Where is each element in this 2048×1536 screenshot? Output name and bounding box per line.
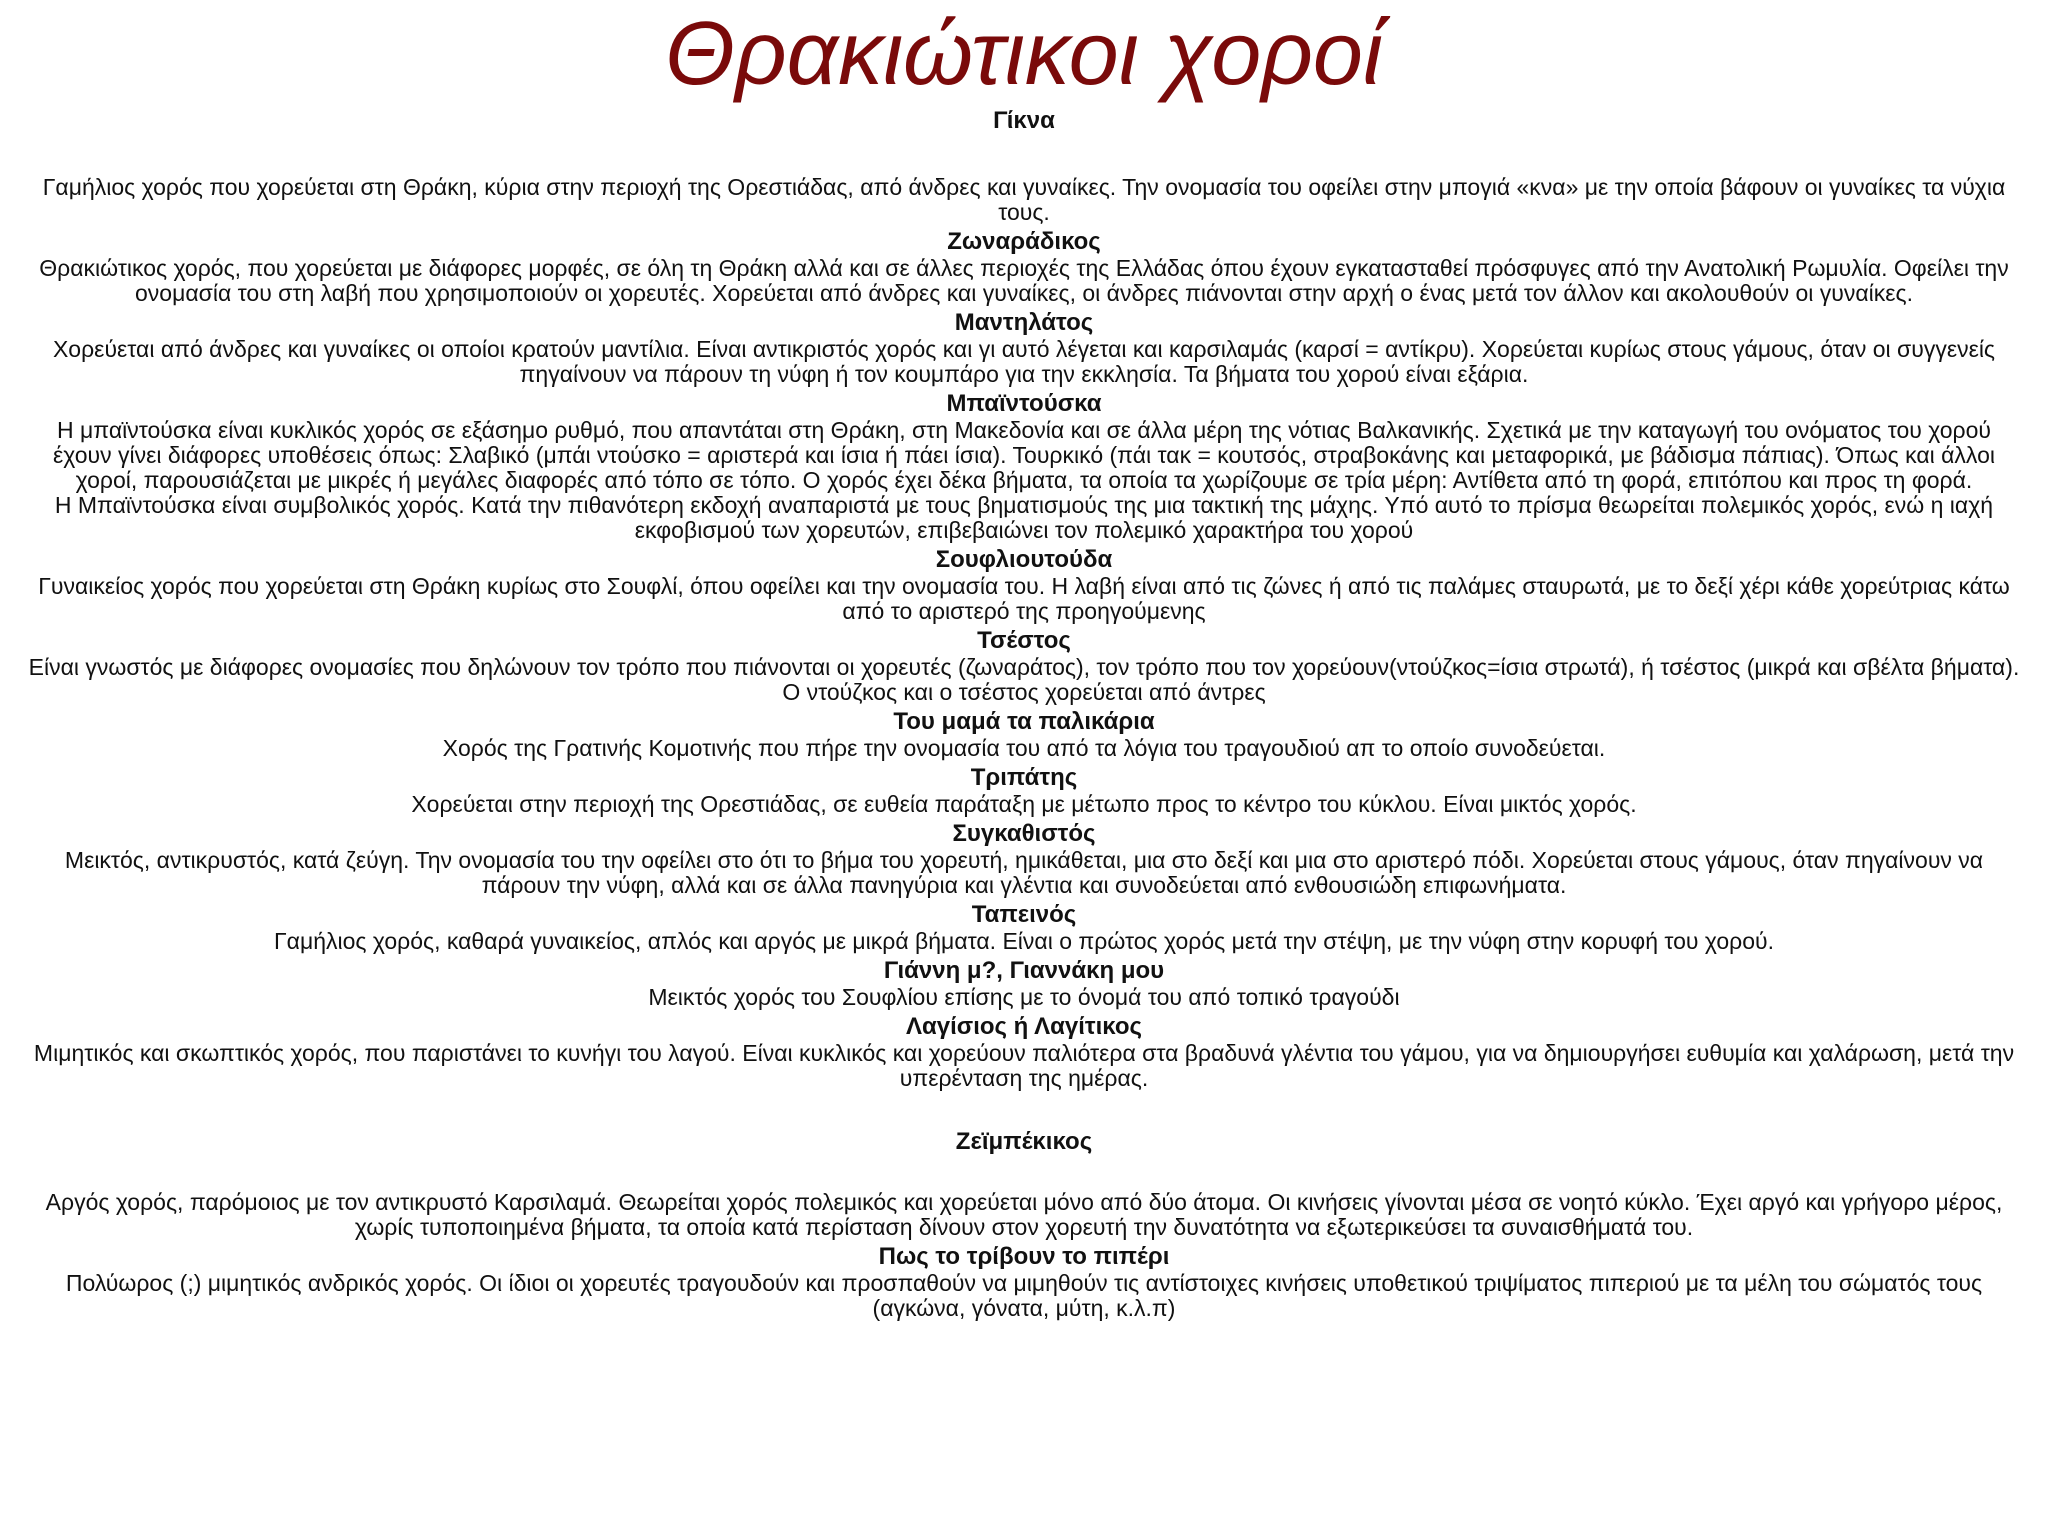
dance-section-gianni (26, 957, 2022, 1010)
dance-description: Γυναικείος χορός που χορεύεται στη Θράκη κυρίως στο Σουφλί, όπου οφείλει και την ονομασία του. Η λαβή είναι από τις ζώνες ή από τις παλάμες σταυρωτά, με το δεξί χέρι κάθε χορεύτριας κάτω από το αριστερό της προηγούμενης (38, 573, 2010, 624)
dance-section-gikna (26, 107, 2022, 225)
dance-heading: Λαγίσιος ή Λαγίτικος (906, 1013, 1142, 1040)
dance-section-sygkathistos (26, 820, 2022, 898)
dance-description: Είναι γνωστός με διάφορες ονομασίες που δηλώνουν τον τρόπο που πιάνονται οι χορευτές (ζωναράτος), τον τρόπο που τον χορεύουν(ντούζκος=ίσια στρωτά), ή τσέστος (μικρά και σβέλτα βήματα). Ο ντούζκος και ο τσέστος χορεύεται από άντρες (28, 654, 2020, 705)
dance-section-tapeinos (26, 901, 2022, 954)
dance-heading: Μαντηλάτος (954, 309, 1094, 336)
dance-section-tripatis (26, 764, 2022, 817)
dance-description: Χορεύεται από άνδρες και γυναίκες οι οποίοι κρατούν μαντίλια. Είναι αντικριστός χορός και γι αυτό λέγεται και καρσιλαμάς (καρσί = αντίκρυ). Χορεύεται κυρίως στους γάμους, όταν οι συγγενείς πηγαίνουν να πάρουν τη νύφη ή τον κουμπάρο για την εκκλησία. Τα βήματα του χορού είναι εξάρια. (52, 336, 1996, 387)
dance-section-soufliotouda (26, 546, 2022, 624)
dance-heading: Γιάννη μ?, Γιαννάκη μου (883, 957, 1165, 984)
dance-section-lagisios (26, 1013, 2022, 1091)
dance-heading: Ζωναράδικος (947, 228, 1101, 255)
dance-section-tsestos (26, 627, 2022, 705)
dance-heading: Ζεϊμπέκικος (955, 1128, 1093, 1155)
dance-heading: Τριπάτης (970, 764, 1078, 791)
dance-heading: Σουφλιουτούδα (935, 546, 1113, 573)
dance-description: Μεικτός χορός του Σουφλίου επίσης με το όνομά του από τοπικό τραγούδι (648, 984, 1400, 1010)
dance-description: Πολύωρος (;) μιμητικός ανδρικός χορός. Οι ίδιοι οι χορευτές τραγουδούν και προσπαθούν να μιμηθούν τις αντίστοιχες κινήσεις υποθετικού τριψίματος πιπεριού με τα μέλη του σώματός τους (αγκώνα, γόνατα, μύτη, κ.λ.π) (65, 1270, 1983, 1321)
dance-section-baintouska (26, 390, 2022, 543)
dance-heading: Συγκαθιστός (952, 820, 1096, 847)
dance-heading: Πως το τρίβουν το πιπέρι (878, 1243, 1170, 1270)
dance-description: Γαμήλιος χορός, καθαρά γυναικείος, απλός και αργός με μικρά βήματα. Είναι ο πρώτος χορός μετά την στέψη, με την νύφη στην κορυφή του χορού. (274, 928, 1774, 954)
dance-description: Χορεύεται στην περιοχή της Ορεστιάδας, σε ευθεία παράταξη με μέτωπο προς το κέντρο του κύκλου. Είναι μικτός χορός. (411, 791, 1637, 817)
dance-section-tou-mama (26, 708, 2022, 761)
spacer (26, 1156, 2022, 1190)
dance-description: Η μπαϊντούσκα είναι κυκλικός χορός σε εξάσημο ρυθμό, που απαντάται στη Θράκη, στη Μακεδονία και σε άλλα μέρη της νότιας Βαλκανικής. Σχετικά με την καταγωγή του ονόματος του χορού έχουν γίνει διάφορες υποθέσεις όπως: Σλαβικό (μπάι ντούσκο = αριστερά και ίσια ή πάει ίσια). Τουρκικό (πάι τακ = κουτσός, στραβοκάνης και μεταφορικά, με βάδισμα πάπιας). Όπως και άλλοι χοροί, παρουσιάζεται με μικρές ή μεγάλες διαφορές από τόπο σε τόπο. Ο χορός έχει δέκα βήματα, τα οποία τα χωρίζουμε σε τρία μέρη: Αντίθετα από τη φορά, επιτόπου και προς τη φορά. (53, 417, 1995, 493)
page-title: Θρακιώτικοι χοροί (665, 4, 1383, 104)
dance-section-zeibekikos (26, 1094, 2022, 1240)
dance-description: Θρακιώτικος χορός, που χορεύεται με διάφορες μορφές, σε όλη τη Θράκη αλλά και σε άλλες περιοχές της Ελλάδας όπου έχουν εγκατασταθεί πρόσφυγες από την Ανατολική Ρωμυλία. Οφείλει την ονομασία του στη λαβή που χρησιμοποιούν οι χορευτές. Χορεύεται από άνδρες και γυναίκες, οι άνδρες πιάνονται στην αρχή ο ένας μετά τον άλλον και ακολουθούν οι γυναίκες. (39, 255, 2009, 306)
dance-heading: Μπαϊντούσκα (946, 390, 1102, 417)
dance-description: Μεικτός, αντικρυστός, κατά ζεύγη. Την ονομασία του την οφείλει στο ότι το βήμα του χορευτή, ημικάθεται, μια στο δεξί και μια στο αριστερό πόδι. Χορεύεται στους γάμους, όταν πηγαίνουν να πάρουν την νύφη, αλλά και σε άλλα πανηγύρια και γλέντια και συνοδεύεται από ενθουσιώδη επιφωνήματα. (64, 847, 1984, 898)
dance-heading: Γίκνα (993, 107, 1055, 134)
dance-description: Αργός χορός, παρόμοιος με τον αντικρυστό Καρσιλαμά. Θεωρείται χορός πολεμικός και χορεύεται μόνο από δύο άτομα. Οι κινήσεις γίνονται μέσα σε νοητό κύκλο. Έχει αργό και γρήγορο μέρος, χωρίς τυποποιημένα βήματα, τα οποία κατά περίσταση δίνουν στον χορευτή την δυνατότητα να εξωτερικεύσει τα συναισθήματά του. (45, 1189, 2003, 1240)
dance-description: Χορός της Γρατινής Κομοτινής που πήρε την ονομασία του από τα λόγια του τραγουδιού απ το οποίο συνοδεύεται. (442, 735, 1606, 761)
dance-heading: Τσέστος (977, 627, 1071, 654)
dance-section-piperi (26, 1243, 2022, 1321)
dance-section-mantilatos (26, 309, 2022, 387)
dance-section-zonaradikos (26, 228, 2022, 306)
spacer (26, 135, 2022, 175)
dance-heading: Του μαμά τα παλικάρια (893, 708, 1155, 735)
dance-heading: Ταπεινός (971, 901, 1077, 928)
dance-description: Μιμητικός και σκωπτικός χορός, που παριστάνει το κυνήγι του λαγού. Είναι κυκλικός και χορεύουν παλιότερα στα βραδυνά γλέντια του γάμου, για να δημιουργήσει ευθυμία και χαλάρωση, μετά την υπερένταση της ημέρας. (33, 1040, 2015, 1091)
dance-description: Γαμήλιος χορός που χορεύεται στη Θράκη, κύρια στην περιοχή της Ορεστιάδας, από άνδρες και γυναίκες. Την ονομασία του οφείλει στην μπογιά «κνα» με την οποία βάφουν οι γυναίκες τα νύχια τους. (42, 174, 2006, 225)
spacer (26, 1094, 2022, 1128)
dance-description-extra: Η Μπαϊντούσκα είναι συμβολικός χορός. Κατά την πιθανότερη εκδοχή αναπαριστά με τους βηματισμούς της μια τακτική της μάχης. Υπό αυτό το πρίσμα θεωρείται πολεμικός χορός, ενώ η ιαχή εκφοβισμού των χορευτών, επιβεβαιώνει τον πολεμικό χαρακτήρα του χορού (54, 492, 1994, 543)
